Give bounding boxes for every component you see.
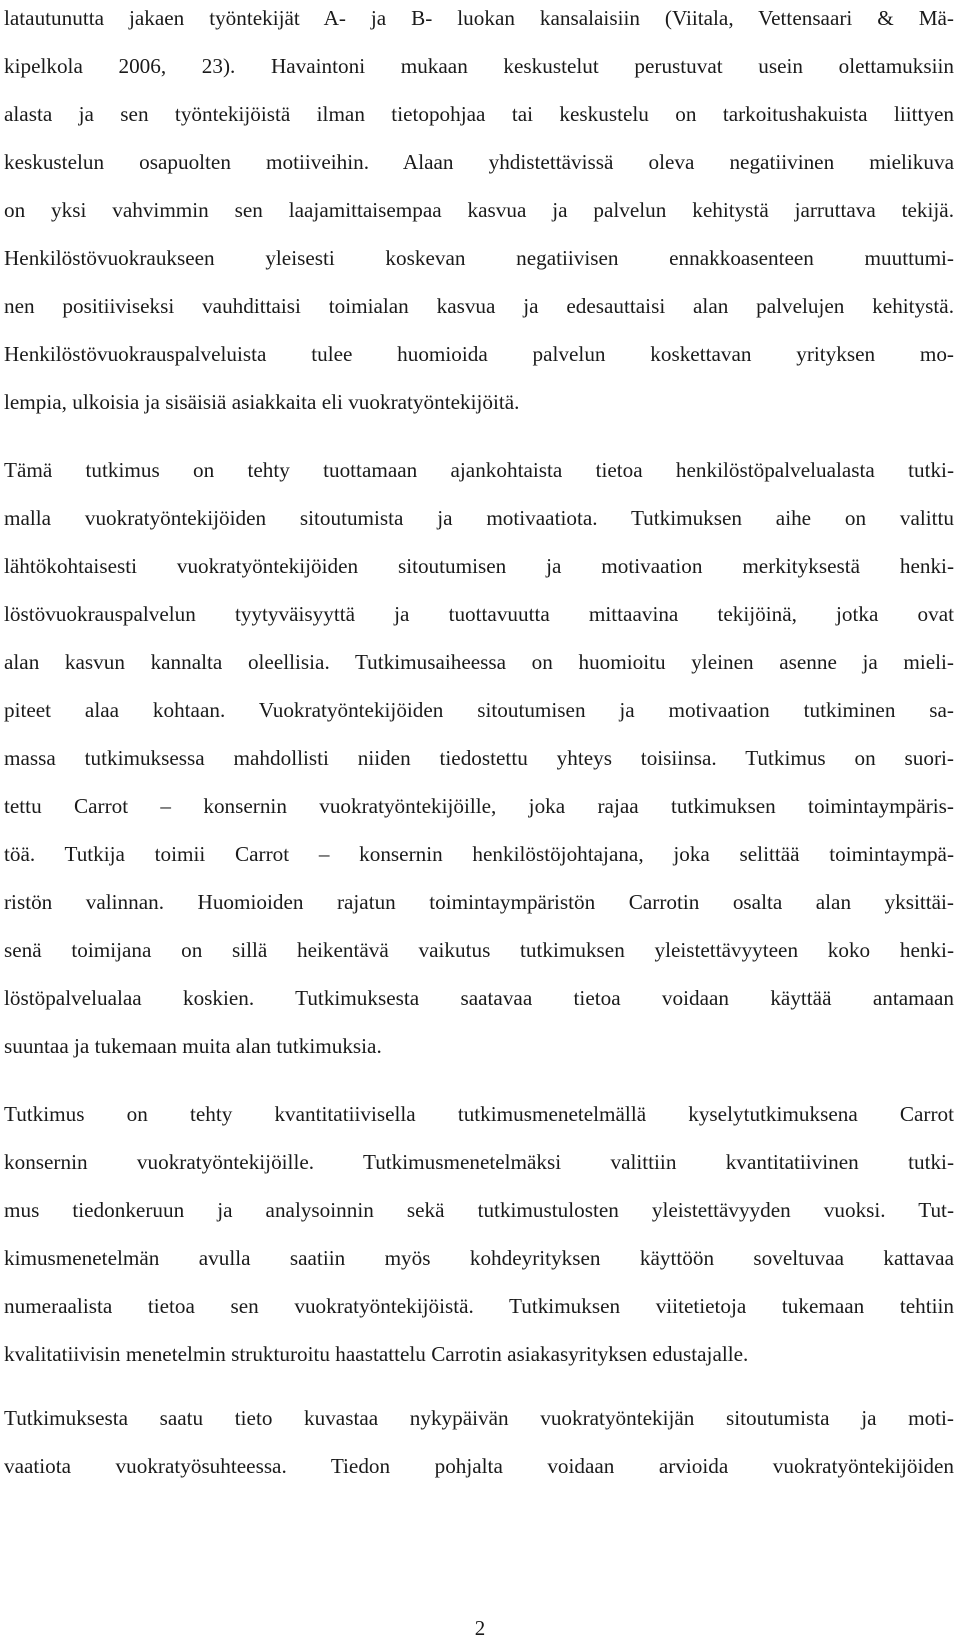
- text-line: alan kasvun kannalta oleellisia. Tutkimusaiheessa on huomioitu yleinen asenne ja mieli-: [4, 650, 954, 674]
- text-line: töä. Tutkija toimii Carrot – konsernin henkilöstöjohtajana, joka selittää toimintaympä-: [4, 842, 954, 866]
- paragraph-1: [4, 0, 954, 426]
- text-line: senä toimijana on sillä heikentävä vaikutus tutkimuksen yleistettävyyteen koko henki-: [4, 938, 954, 962]
- text-line: Tutkimuksesta saatu tieto kuvastaa nykypäivän vuokratyöntekijän sitoutumista ja moti-: [4, 1406, 954, 1430]
- text-line: Tutkimus on tehty kvantitatiivisella tutkimusmenetelmällä kyselytutkimuksena Carrot: [4, 1102, 954, 1126]
- text-line: on yksi vahvimmin sen laajamittaisempaa kasvua ja palvelun kehitystä jarruttava tekijä.: [4, 198, 954, 222]
- paragraph-2: [4, 446, 954, 1070]
- text-line: Henkilöstövuokraukseen yleisesti koskevan negatiivisen ennakkoasenteen muuttumi-: [4, 246, 954, 270]
- text-line: suuntaa ja tukemaan muita alan tutkimuksia.: [4, 1034, 382, 1058]
- page-number: 2: [474, 1616, 486, 1640]
- text-line: konsernin vuokratyöntekijöille. Tutkimusmenetelmäksi valittiin kvantitatiivinen tutki-: [4, 1150, 954, 1174]
- text-line: latautunutta jakaen työntekijät A- ja B- luokan kansalaisiin (Viitala, Vettensaari & Mä-: [4, 6, 954, 30]
- text-line: malla vuokratyöntekijöiden sitoutumista ja motivaatiota. Tutkimuksen aihe on valittu: [4, 506, 954, 530]
- text-line: löstöpalvelualaa koskien. Tutkimuksesta saatavaa tietoa voidaan käyttää antamaan: [4, 986, 954, 1010]
- text-line: kipelkola 2006, 23). Havaintoni mukaan keskustelut perustuvat usein olettamuksiin: [4, 54, 954, 78]
- text-line: kimusmenetelmän avulla saatiin myös kohdeyrityksen käyttöön soveltuvaa kattavaa: [4, 1246, 954, 1270]
- text-line: vaatiota vuokratyösuhteessa. Tiedon pohjalta voidaan arvioida vuokratyöntekijöiden: [4, 1454, 954, 1478]
- text-line: ristön valinnan. Huomioiden rajatun toimintaympäristön Carrotin osalta alan yksittäi-: [4, 890, 954, 914]
- paragraph-3: [4, 1090, 954, 1378]
- text-line: piteet alaa kohtaan. Vuokratyöntekijöiden sitoutumisen ja motivaation tutkiminen sa-: [4, 698, 954, 722]
- text-line: tettu Carrot – konsernin vuokratyöntekijöille, joka rajaa tutkimuksen toimintaympäris-: [4, 794, 954, 818]
- text-line: nen positiiviseksi vauhdittaisi toimialan kasvua ja edesauttaisi alan palvelujen kehitystä.: [4, 294, 954, 318]
- text-line: mus tiedonkeruun ja analysoinnin sekä tutkimustulosten yleistettävyyden vuoksi. Tut-: [4, 1198, 954, 1222]
- text-line: numeraalista tietoa sen vuokratyöntekijöistä. Tutkimuksen viitetietoja tukemaan tehtiin: [4, 1294, 954, 1318]
- text-line: lempia, ulkoisia ja sisäisiä asiakkaita eli vuokratyöntekijöitä.: [4, 390, 520, 414]
- text-line: keskustelun osapuolten motiiveihin. Alaan yhdistettävissä oleva negatiivinen mielikuva: [4, 150, 954, 174]
- text-line: Henkilöstövuokrauspalveluista tulee huomioida palvelun koskettavan yrityksen mo-: [4, 342, 954, 366]
- text-line: lähtökohtaisesti vuokratyöntekijöiden sitoutumisen ja motivaation merkityksestä henki-: [4, 554, 954, 578]
- text-line: löstövuokrauspalvelun tyytyväisyyttä ja tuottavuutta mittaavina tekijöinä, jotka ovat: [4, 602, 954, 626]
- text-line: Tämä tutkimus on tehty tuottamaan ajankohtaista tietoa henkilöstöpalvelualasta tutki-: [4, 458, 954, 482]
- paragraph-4: [4, 1394, 954, 1490]
- text-line: massa tutkimuksessa mahdollisti niiden tiedostettu yhteys toisiinsa. Tutkimus on suori-: [4, 746, 954, 770]
- text-line: alasta ja sen työntekijöistä ilman tietopohjaa tai keskustelu on tarkoitushakuista liittyen: [4, 102, 954, 126]
- text-line: kvalitatiivisin menetelmin strukturoitu haastattelu Carrotin asiakasyrityksen edustajalle.: [4, 1342, 749, 1366]
